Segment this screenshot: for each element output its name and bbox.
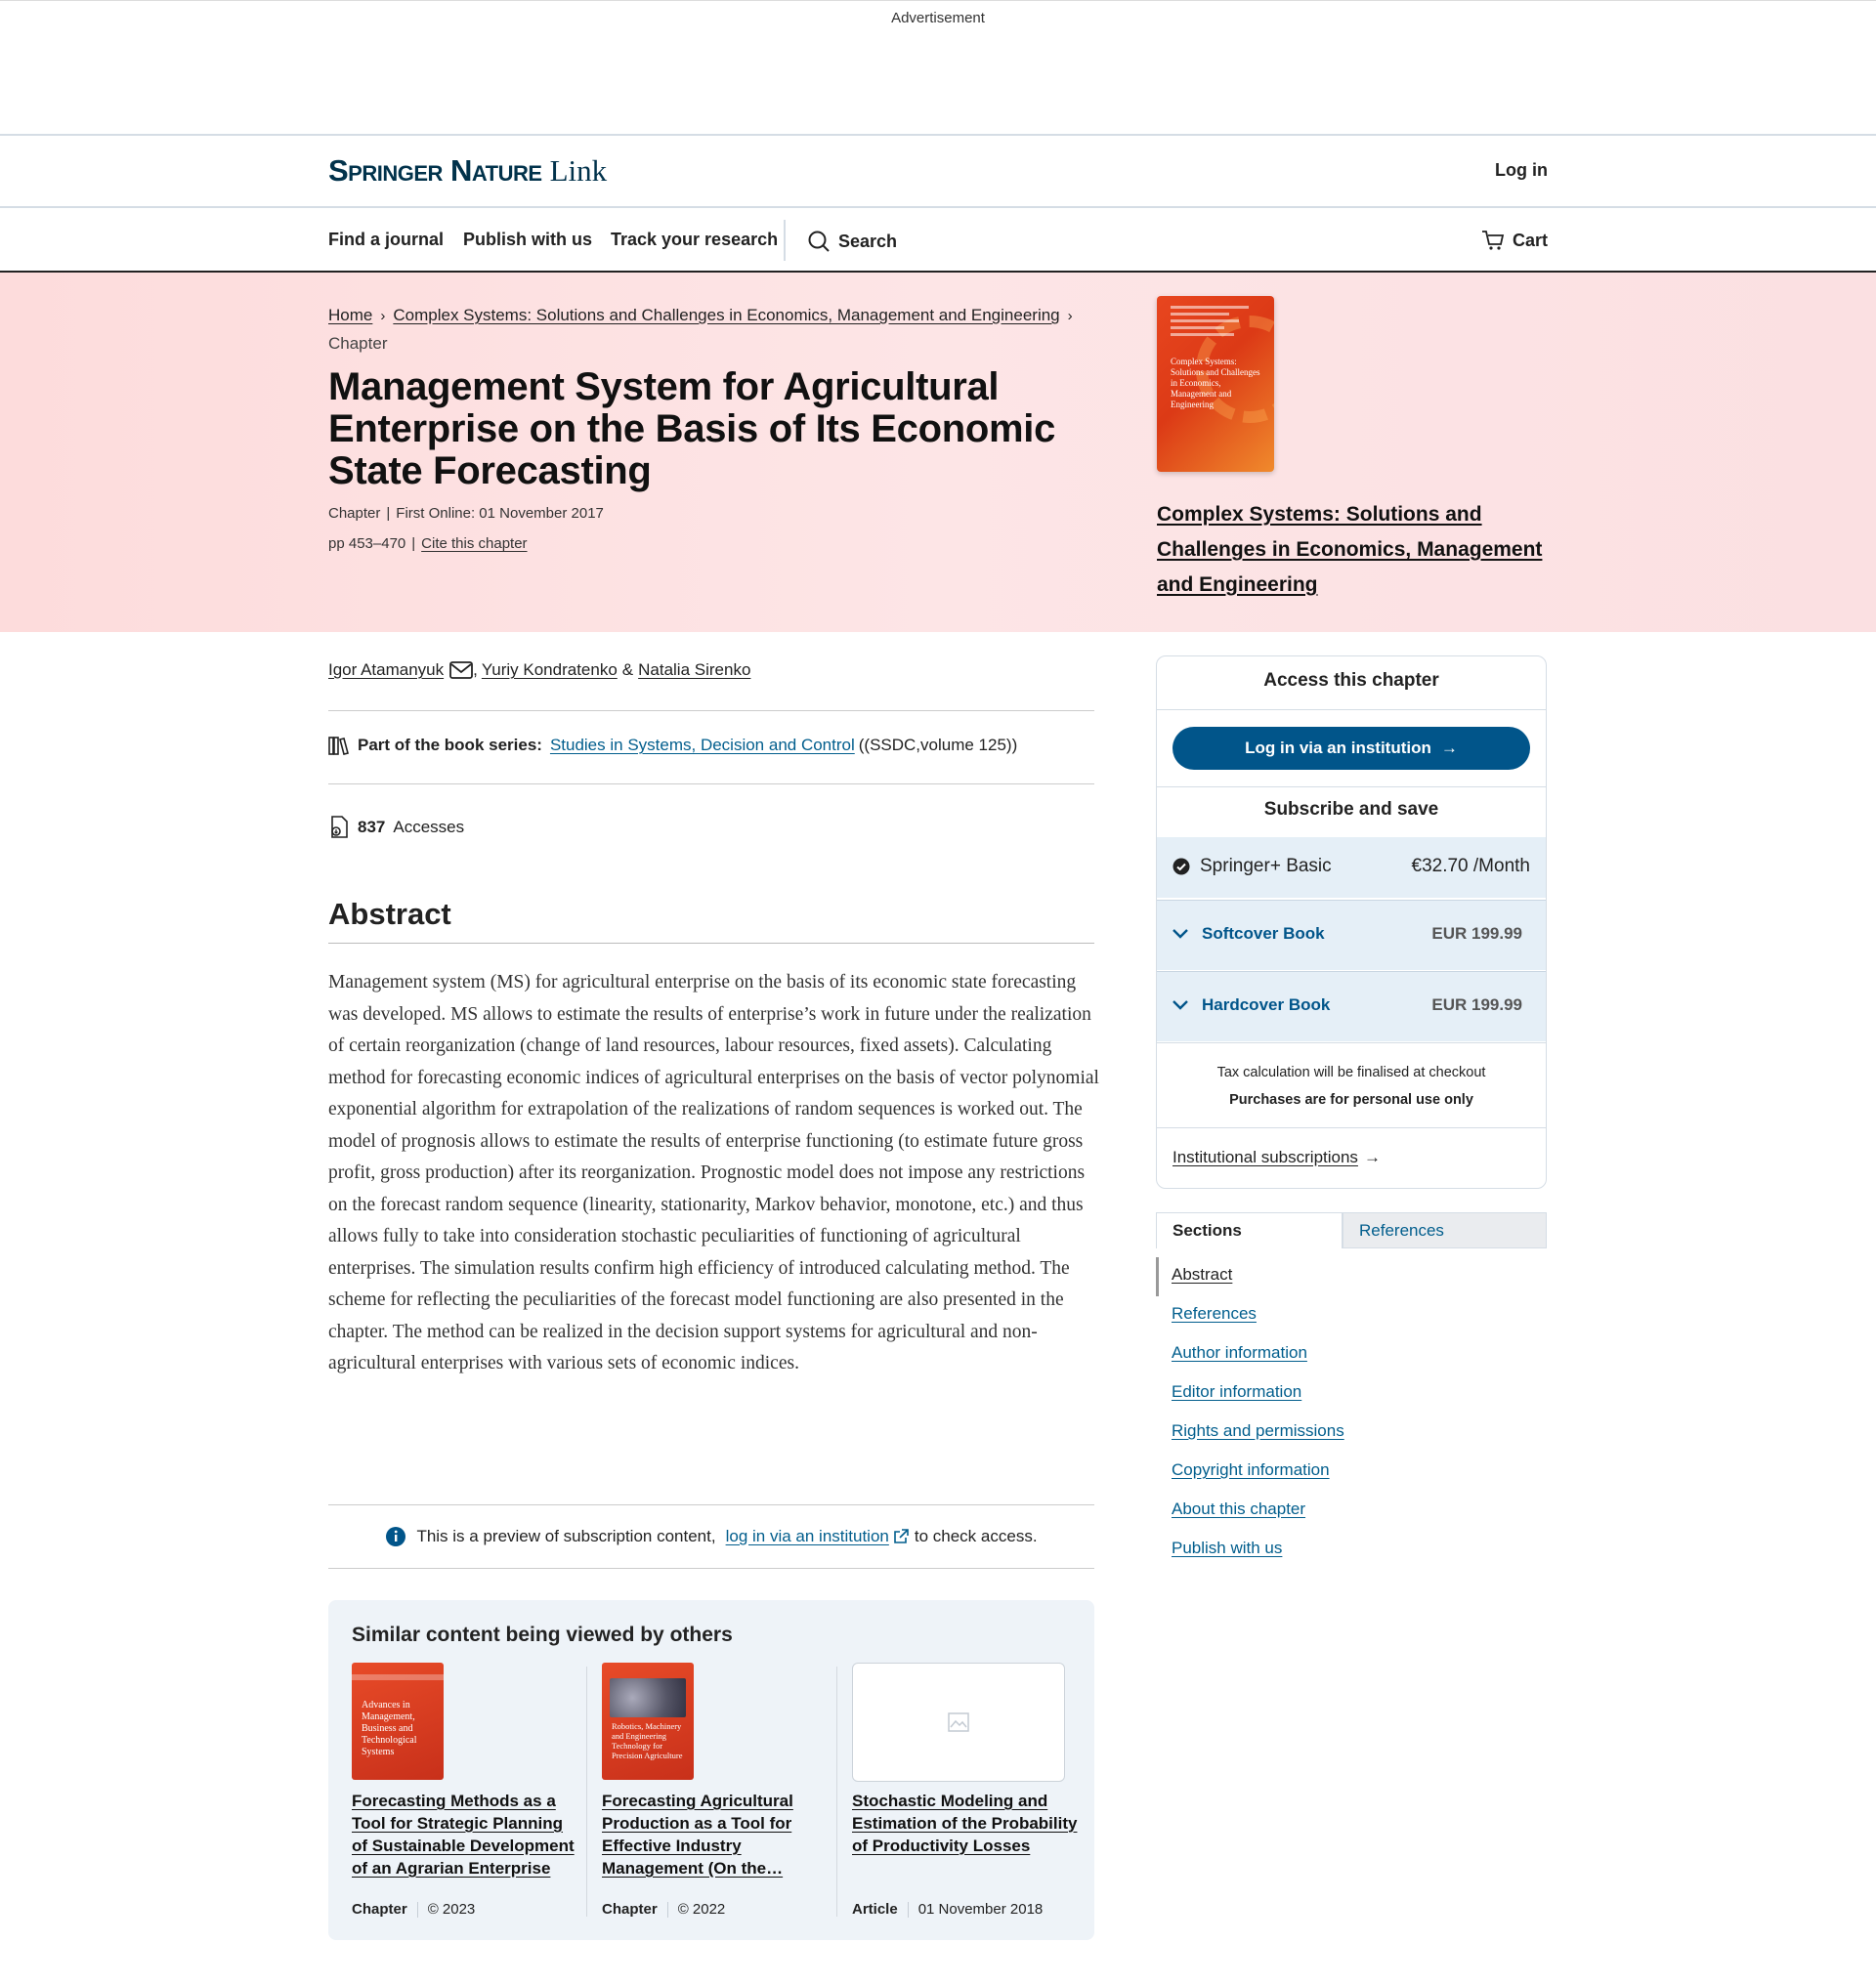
nav-track-research[interactable]: Track your research <box>611 230 779 249</box>
arrow-right-icon: → <box>1363 1148 1381 1166</box>
subscription-preview-notice <box>328 1504 1094 1569</box>
divider <box>328 710 1094 711</box>
breadcrumb-current: Chapter <box>328 334 388 353</box>
advertisement-label: Advertisement <box>891 10 985 26</box>
series-label: Part of the book series: <box>358 736 542 754</box>
preview-text-before: This is a preview of subscription content, <box>416 1527 716 1545</box>
content-date: © 2023 <box>427 1901 476 1918</box>
checkout-notes <box>1157 1059 1546 1114</box>
divider <box>328 943 1094 944</box>
content-type: Chapter <box>602 1901 658 1918</box>
institutional-subscriptions-link[interactable] <box>1172 1148 1381 1167</box>
nav-divider <box>784 220 786 261</box>
breadcrumb <box>328 302 1110 358</box>
chevron-down-icon <box>1172 1000 1188 1010</box>
accesses-label: Accesses <box>393 818 465 836</box>
series-volume: ((SSDC,volume 125)) <box>858 736 1018 754</box>
main-navigation <box>0 208 1876 273</box>
book-title-link[interactable]: Complex Systems: Solutions and Challenges in Economics, Management and Engineering <box>1157 503 1543 596</box>
author-separator: , <box>473 660 478 679</box>
hardcover-book-option[interactable] <box>1157 971 1546 1041</box>
cart-icon <box>1481 230 1505 251</box>
content-date: 01 November 2018 <box>917 1901 1044 1918</box>
springer-basic-plan[interactable] <box>1157 837 1546 898</box>
chevron-down-icon <box>1172 929 1188 939</box>
chapter-hero <box>0 273 1876 632</box>
similar-content-meta <box>602 1901 725 1918</box>
image-placeholder-icon <box>948 1712 969 1732</box>
login-institution-button[interactable] <box>1172 727 1530 770</box>
login-institution-label: Log in via an institution <box>1245 739 1431 757</box>
springer-nature-link-logo[interactable] <box>328 153 607 189</box>
similar-content-meta <box>352 1901 475 1918</box>
subscribe-heading: Subscribe and save <box>1263 799 1439 820</box>
abstract-heading: Abstract <box>328 897 451 931</box>
abstract-text: Management system (MS) for agricultural enterprise on the basis of its economic state forecasting was developed. MS allows to estimate the results of enterprise’s work in future under the realization of certain reorganization (change of land resources, labour resources, fixed assets). Calculating method for forecasting economic indices of agricultural enterprises on the basis of vector polynomial exponential algorithm for extrapolation of the realizations of random sequences is worked out. The model of prognosis allows to estimate the results of enterprise functioning (to estimate future gross profit, gross production) after its reorganization. Prognostic model does not impose any restrictions on the forecast random sequence (linearity, stationarity, Markov behavior, monotone, etc.) and thus allows fully to take into consideration stochastic peculiarities of functioning of agricultural enterprises. The simulation results confirm high efficiency of introduced calculating method. The scheme for reflecting the peculiarities of the forecast model functioning are also presented in the chapter. The method can be realized in the decision support systems for agricultural and non-agricultural enterprises with various sets of economic indices. <box>328 972 1099 1373</box>
author-link[interactable]: Igor Atamanyuk <box>328 660 445 679</box>
tab-sections[interactable]: Sections <box>1156 1212 1343 1248</box>
chapter-pages-meta: pp 453–470 | Cite this chapter <box>328 535 528 552</box>
author-link[interactable]: Yuriy Kondratenko <box>481 660 618 679</box>
breadcrumb-book[interactable]: Complex Systems: Solutions and Challenges in Economics, Management and Engineering <box>393 306 1060 324</box>
plan-name: Springer+ Basic <box>1200 856 1332 876</box>
divider <box>328 783 1094 784</box>
similar-content-card[interactable] <box>852 1663 1079 1921</box>
access-heading: Access this chapter <box>1263 670 1439 691</box>
chapter-type: Chapter <box>328 505 381 522</box>
advertisement-area <box>0 0 1876 135</box>
accesses-metric <box>328 816 464 839</box>
download-icon <box>328 816 350 839</box>
option-price: EUR 199.99 <box>1431 924 1522 943</box>
login-link[interactable]: Log in <box>1495 160 1548 180</box>
toc-copyright-information[interactable]: Copyright information <box>1172 1460 1330 1479</box>
nav-cart-button[interactable] <box>1481 230 1548 251</box>
chapter-title: Management System for Agricultural Enterprise on the Basis of Its Economic State Forecasting <box>328 365 1056 492</box>
nav-search-button[interactable] <box>807 230 897 253</box>
book-cover-text: Complex Systems: Solutions and Challenges in Economics, Management and Engineering <box>1171 357 1260 409</box>
nav-find-journal[interactable]: Find a journal <box>328 230 445 249</box>
tab-references[interactable]: References <box>1343 1212 1547 1248</box>
email-icon[interactable] <box>449 661 473 679</box>
similar-cover-text: Advances in Management, Business and Technological Systems <box>362 1700 417 1757</box>
access-chapter-box <box>1156 655 1547 1189</box>
option-price: EUR 199.99 <box>1431 995 1522 1014</box>
author-list <box>328 660 750 680</box>
author-ampersand: & <box>621 660 634 679</box>
option-name: Hardcover Book <box>1202 995 1331 1014</box>
external-link-icon[interactable] <box>893 1529 909 1544</box>
card-divider <box>836 1667 837 1917</box>
sidebar-tabs <box>1156 1212 1547 1248</box>
arrow-right-icon: → <box>1440 739 1458 757</box>
accesses-count: 837 <box>358 818 386 836</box>
logo-link-text: Link <box>549 153 608 188</box>
similar-cover-text: Robotics, Machinery and Engineering Technology for Precision Agriculture <box>612 1721 683 1760</box>
similar-content-card[interactable] <box>602 1663 829 1921</box>
article-placeholder-image[interactable] <box>852 1663 1065 1782</box>
search-icon <box>807 230 831 253</box>
tax-note: Tax calculation will be finalised at checkout <box>1216 1065 1486 1080</box>
similar-content-panel <box>328 1600 1094 1940</box>
nav-publish-with-us[interactable]: Publish with us <box>463 230 593 249</box>
cart-label: Cart <box>1512 230 1548 250</box>
cite-chapter-link[interactable]: Cite this chapter <box>421 535 528 552</box>
option-name: Softcover Book <box>1202 924 1325 943</box>
check-circle-icon <box>1172 858 1190 875</box>
toc-about-chapter[interactable]: About this chapter <box>1172 1499 1306 1518</box>
similar-content-title[interactable]: Forecasting Methods as a Tool for Strategic Planning of Sustainable Development of an Agrarian Enterprise <box>352 1792 575 1878</box>
book-cover-image[interactable] <box>1157 296 1274 472</box>
active-section-indicator <box>1156 1257 1159 1296</box>
similar-book-cover[interactable] <box>602 1663 694 1780</box>
toc-publish-with-us[interactable]: Publish with us <box>1172 1539 1283 1557</box>
toc-abstract[interactable]: Abstract <box>1172 1265 1233 1284</box>
toc-author-information[interactable]: Author information <box>1172 1343 1307 1362</box>
logo-brand-text: Springer Nature <box>328 153 542 188</box>
similar-content-heading: Similar content being viewed by others <box>352 1624 733 1646</box>
content-type: Article <box>852 1901 898 1918</box>
institutional-label: Institutional subscriptions <box>1172 1148 1358 1166</box>
card-divider <box>586 1667 587 1917</box>
series-link[interactable]: Studies in Systems, Decision and Control <box>549 736 855 754</box>
content-type: Chapter <box>352 1901 407 1918</box>
book-series-info <box>328 735 1017 756</box>
chapter-meta: Chapter | First Online: 01 November 2017 <box>328 505 604 522</box>
info-icon <box>385 1526 406 1547</box>
site-header <box>0 134 1876 208</box>
preview-text-after: to check access. <box>914 1527 1038 1545</box>
similar-content-title[interactable]: Forecasting Agricultural Production as a Tool for Effective Industry Management (On the… <box>602 1792 793 1878</box>
content-date: © 2022 <box>677 1901 726 1918</box>
chapter-pages: pp 453–470 <box>328 535 406 552</box>
similar-content-card[interactable] <box>352 1663 578 1921</box>
toc-editor-information[interactable]: Editor information <box>1172 1382 1302 1401</box>
preview-login-link[interactable]: log in via an institution <box>725 1527 889 1545</box>
similar-book-cover[interactable] <box>352 1663 444 1780</box>
toc-rights-permissions[interactable]: Rights and permissions <box>1172 1421 1344 1440</box>
search-label: Search <box>838 231 898 251</box>
similar-content-meta <box>852 1901 1043 1918</box>
personal-use-note: Purchases are for personal use only <box>1229 1092 1473 1108</box>
breadcrumb-chevron-icon: › <box>1067 308 1073 324</box>
breadcrumb-home[interactable]: Home <box>328 306 373 324</box>
books-icon <box>328 735 350 756</box>
toc-references[interactable]: References <box>1172 1304 1257 1323</box>
author-link[interactable]: Natalia Sirenko <box>638 660 751 679</box>
similar-content-title[interactable]: Stochastic Modeling and Estimation of the Probability of Productivity Losses <box>852 1792 1078 1855</box>
plan-price: €32.70 /Month <box>1411 856 1530 876</box>
softcover-book-option[interactable] <box>1157 900 1546 970</box>
first-online-date: First Online: 01 November 2017 <box>396 505 604 522</box>
breadcrumb-chevron-icon: › <box>380 308 386 324</box>
